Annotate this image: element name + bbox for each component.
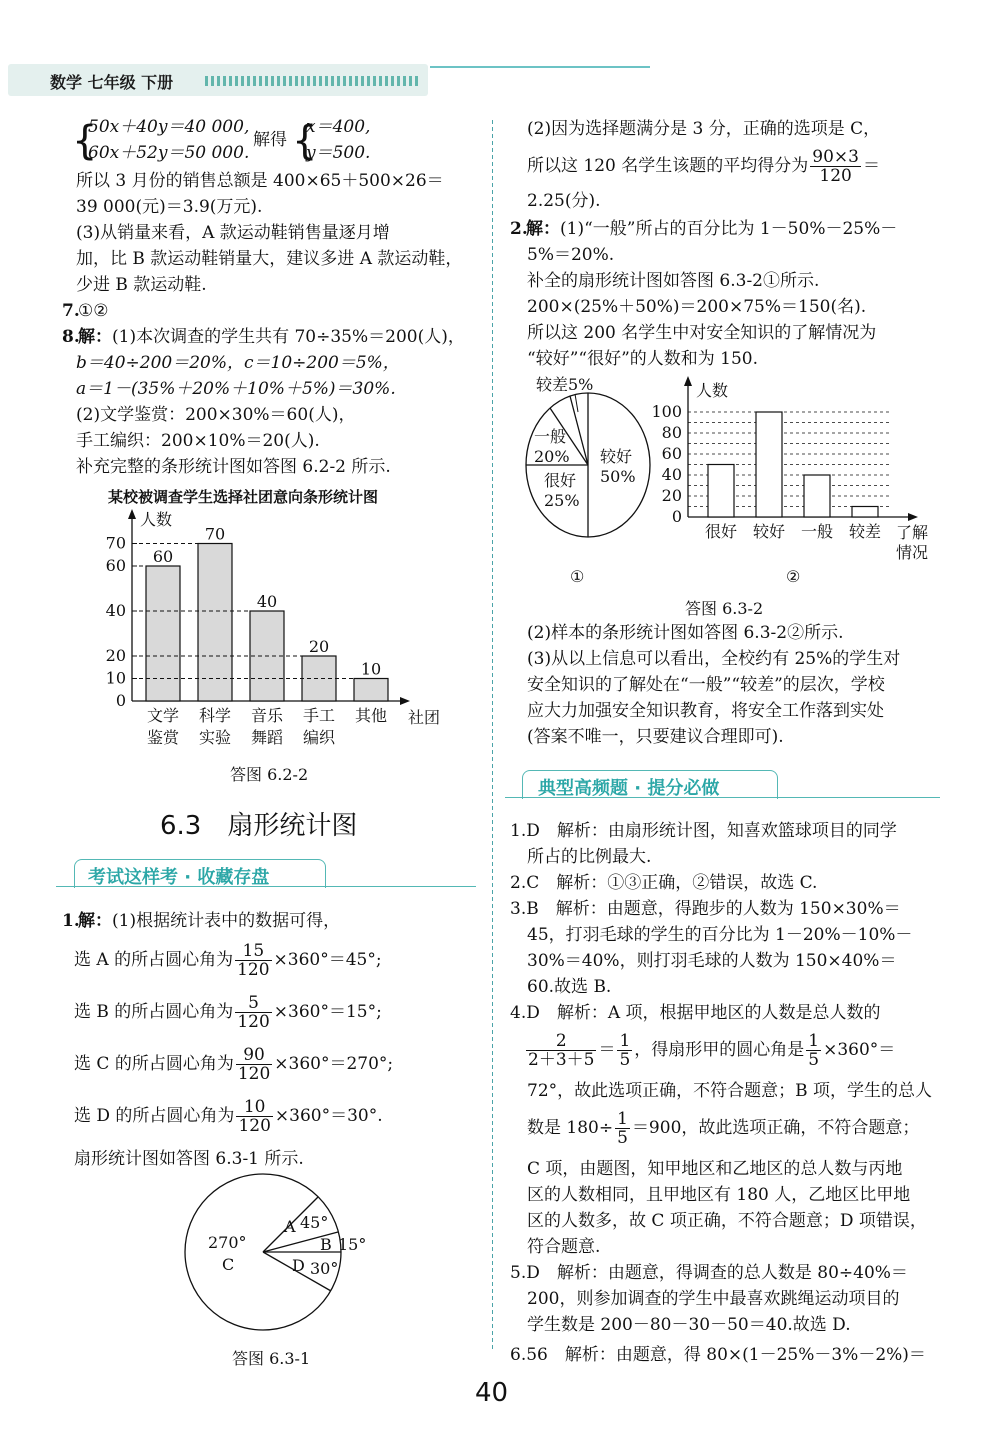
y-axis-label: 人数	[696, 381, 729, 400]
text-line: 应大力加强安全知识教育，将安全工作落到实处	[527, 701, 884, 721]
x-tick-label: 编织	[302, 728, 336, 747]
column-divider	[492, 120, 493, 1350]
x-tick-label: 手工	[302, 706, 336, 725]
calc-suffix: ＝	[862, 156, 880, 176]
text-line: (1)根据统计表中的数据可得，	[112, 911, 341, 931]
x-tick-label: 实验	[198, 728, 232, 747]
answer-line: 4.D 解析：A 项，根据甲地区的人数是总人数的	[510, 1003, 881, 1023]
answer-line: 2.C 解析：①③正确，②错误，故选 C.	[510, 873, 818, 893]
solution-label: 解：	[526, 219, 560, 239]
x-axis-arrow	[908, 513, 918, 521]
x-tick-label: 舞蹈	[250, 728, 284, 747]
x-tick-label: 其他	[354, 706, 388, 725]
header-title: 数学 七年级 下册	[50, 73, 174, 92]
figure-marker: ①	[570, 567, 585, 586]
text-line: 5%＝20%.	[527, 245, 615, 265]
y-tick-label: 80	[661, 423, 682, 442]
bar	[756, 412, 782, 517]
text-line: 安全知识的了解处在“一般”“较差”的层次，学校	[527, 675, 885, 695]
solution-label: 解：	[78, 327, 112, 347]
answer-line: 72°，故此选项正确，不符合题意；B 项，学生的总人	[527, 1081, 933, 1101]
calc-prefix: 所以这 120 名学生该题的平均得分为	[527, 156, 809, 176]
answer-line: 3.B 解析：由题意，得跑步的人数为 150×30%＝	[510, 899, 901, 919]
x-tick-label: 科学	[198, 706, 232, 725]
fraction: $\frac{1}{5}$	[617, 1109, 628, 1148]
system-brace: {	[72, 118, 98, 164]
figure-caption: 答图 6.3-2	[685, 599, 764, 618]
answer-line: 5.D 解析：由题意，得调查的总人数是 80÷40%＝	[510, 1263, 908, 1283]
bar	[354, 679, 388, 702]
x-axis-label: 社团	[408, 708, 441, 727]
text-line: 所以 3 月份的销售总额是 400×65＋500×26＝	[76, 171, 444, 191]
y-tick-label: 40	[661, 465, 682, 484]
y-tick-label: 10	[105, 668, 126, 688]
pie-label: D	[292, 1256, 305, 1275]
answer-line: 区的人数相同，且甲地区有 180 人，乙地区比甲地	[527, 1185, 911, 1205]
x-tick-label: 文学	[146, 706, 180, 725]
y-tick-label: 70	[105, 533, 126, 553]
calc-prefix: 选 B 的所占圆心角为	[74, 1002, 234, 1022]
fraction: $\frac{90}{120}$	[237, 1045, 271, 1084]
bar	[804, 475, 830, 517]
pie-label: 20%	[534, 447, 570, 466]
answer-line: 60.故选 B.	[527, 977, 612, 997]
solution-brace: {	[292, 118, 318, 164]
question-number: 8.	[62, 327, 80, 347]
answer-line: 45，打羽毛球的学生的百分比为 1－20%－10%－	[527, 925, 913, 945]
figure-caption: 答图 6.2-2	[230, 765, 309, 784]
fraction: $\frac{1}{5}$	[808, 1031, 820, 1070]
x-tick-label: 音乐	[250, 706, 284, 725]
calc-suffix: ×360°＝15°;	[273, 1002, 382, 1022]
pie-label: 45°	[300, 1213, 329, 1232]
solve-label: 解得	[253, 130, 287, 150]
bar-chart-title: 某校被调查学生选择社团意向条形统计图	[108, 488, 379, 506]
bar-value-label: 10	[360, 659, 382, 679]
text-line: (2)样本的条形统计图如答图 6.3-2②所示.	[527, 623, 844, 643]
x-axis-label: 了解	[896, 523, 929, 542]
text-line: (2)文学鉴赏：200×30%＝60(人)，	[76, 405, 356, 425]
pie-label: 一般	[534, 427, 567, 446]
text-line: (3)从销量来看，A 款运动鞋销售量逐月增	[76, 223, 390, 243]
average-calc	[527, 146, 880, 186]
bar-chart-2	[650, 372, 950, 592]
answer-line: 符合题意.	[527, 1237, 601, 1257]
calc-prefix: 选 C 的所占圆心角为	[74, 1054, 234, 1074]
pie-label: A	[284, 1217, 296, 1236]
bar-value-label: 40	[256, 592, 278, 611]
pie-label: 很好	[544, 471, 577, 490]
header-dots	[205, 76, 420, 86]
y-tick-label: 0	[115, 691, 126, 710]
angle-calc-c	[74, 1044, 393, 1084]
bar-value-label: 20	[308, 637, 330, 656]
question-number: 2.	[510, 219, 528, 239]
calc-prefix: 选 A 的所占圆心角为	[74, 950, 234, 970]
y-tick-label: 20	[661, 486, 682, 505]
text-line: b＝40÷200＝20%，c＝10÷200＝5%，	[76, 353, 400, 373]
fraction: $\frac{15}{120}$	[237, 941, 270, 980]
answer-line: 1.D 解析：由扇形统计图，知喜欢篮球项目的同学	[510, 821, 897, 841]
text-line: (答案不唯一，只要建议合理即可).	[527, 727, 784, 747]
y-axis-arrow	[128, 509, 136, 519]
calc-suffix: ×360°＝270°;	[274, 1054, 394, 1074]
bar-value-label: 60	[152, 547, 174, 566]
answer-line: 200，则参加调查的学生中最喜欢跳绳运动项目的	[527, 1289, 900, 1309]
question-number: 1.	[62, 911, 80, 931]
y-axis-label: 人数	[140, 510, 173, 529]
pie-label: 270°	[208, 1233, 247, 1252]
x-tick-label: 较差	[848, 522, 882, 541]
pie-label: 15°	[338, 1235, 367, 1254]
text-line: 39 000(元)＝3.9(万元).	[76, 197, 263, 217]
figure-caption: 答图 6.3-1	[232, 1349, 311, 1368]
text-line: 200×(25%＋50%)＝200×75%＝150(名).	[527, 297, 867, 317]
text-line: 少进 B 款运动鞋.	[76, 275, 207, 295]
pie-label: 较差5%	[536, 375, 594, 394]
solution-1: x＝400,	[306, 117, 371, 137]
text-line: 2.25(分).	[527, 191, 601, 211]
text-line: (3)从以上信息可以看出，全校约有 25%的学生对	[527, 649, 901, 669]
page-number: 40	[475, 1378, 509, 1408]
solution-label: 解：	[78, 911, 112, 931]
question-number: 7.	[62, 301, 80, 321]
calc-prefix: 选 D 的所占圆心角为	[74, 1106, 235, 1126]
solution-2: y＝500.	[306, 143, 371, 163]
header-rule	[430, 66, 650, 68]
text-line: 补全的扇形统计图如答图 6.3-2①所示.	[527, 271, 820, 291]
bar	[852, 507, 878, 518]
text-line: 加，比 B 款运动鞋销量大，建议多进 A 款运动鞋，	[76, 249, 463, 269]
pie-chart-1	[180, 1170, 367, 1340]
x-axis-label: 情况	[896, 543, 929, 562]
angle-calc-a	[74, 940, 382, 980]
x-tick-label: 较好	[752, 522, 786, 541]
equation-1: 50x＋40y＝40 000,	[88, 117, 250, 137]
y-tick-label: 40	[105, 601, 126, 620]
answer-line: 区的人数多，故 C 项正确，不符合题意；D 项错误，	[527, 1211, 927, 1231]
x-axis-arrow	[400, 697, 410, 705]
bar	[708, 465, 734, 518]
pie-label: 25%	[544, 491, 580, 510]
text-line: (2)因为选择题满分是 3 分，正确的选项是 C，	[527, 119, 881, 139]
text-line: 扇形统计图如答图 6.3-1 所示.	[74, 1149, 304, 1169]
pie-label: 30°	[310, 1259, 339, 1278]
calc-suffix: ×360°＝45°;	[273, 950, 382, 970]
y-tick-label: 0	[671, 507, 682, 526]
fraction: $\frac{10}{120}$	[238, 1097, 271, 1136]
pie-label: B	[320, 1235, 332, 1254]
fraction-line: 数是 180÷ $\frac{1}{5}$ ＝900，故此选项正确，不符合题意；	[527, 1109, 920, 1148]
text-line: 补充完整的条形统计图如答图 6.2-2 所示.	[76, 457, 391, 477]
bar-chart-1	[100, 505, 460, 755]
fraction: $\frac{2}{2+3+5}$	[528, 1031, 595, 1070]
calc-suffix: ×360°＝30°.	[274, 1106, 383, 1126]
section-banner: 考试这样考 · 收藏存盘	[88, 867, 270, 888]
equation-2: 60x＋52y＝50 000.	[88, 143, 250, 163]
answer-text: ①②	[78, 301, 109, 321]
pie-label: C	[222, 1255, 235, 1274]
bar	[198, 544, 232, 702]
text-line: (1)本次调查的学生共有 70÷35%＝200(人)，	[112, 327, 465, 347]
pie-label: 50%	[600, 467, 636, 486]
answer-line: C 项，由题图，知甲地区和乙地区的总人数与丙地	[527, 1159, 903, 1179]
y-axis-arrow	[684, 376, 692, 386]
y-tick-label: 20	[105, 646, 126, 665]
text-line: 所以这 200 名学生中对安全知识的了解情况为	[527, 323, 877, 343]
y-tick-label: 60	[661, 444, 682, 463]
pie-chart-2	[520, 372, 660, 592]
text-line: “较好”“很好”的人数和为 150.	[527, 349, 759, 369]
angle-calc-d	[74, 1096, 383, 1136]
bar-value-label: 70	[204, 524, 226, 544]
text-line: a＝1－(35%＋20%＋10%＋5%)＝30%.	[76, 379, 396, 399]
x-tick-label: 一般	[800, 522, 834, 541]
y-tick-label: 60	[105, 556, 126, 575]
x-tick-label: 鉴赏	[146, 728, 180, 747]
bar	[146, 566, 180, 701]
text-line: (1)“一般”所占的百分比为 1－50%－25%－	[560, 219, 898, 239]
angle-calc-b	[74, 992, 382, 1032]
answer-line: 学生数是 200－80－30－50＝40.故选 D.	[527, 1315, 851, 1335]
figure-marker: ②	[786, 567, 801, 586]
y-tick-label: 100	[651, 402, 682, 421]
fraction: $\frac{5}{120}$	[237, 993, 270, 1032]
section-banner: 典型高频题 · 提分必做	[538, 778, 720, 799]
answer-line: 6.56 解析：由题意，得 80×(1－25%－3%－2%)＝	[510, 1345, 926, 1365]
fraction-line: $\frac{2}{2+3+5}$ ＝ $\frac{1}{5}$ ，得扇形甲的圆心角是 $\frac{1}{5}$ ×360°＝	[528, 1031, 896, 1070]
fraction: $\frac{90\times 3}{120}$	[812, 147, 859, 186]
text-line: 手工编织：200×10%＝20(人).	[76, 431, 320, 451]
fraction: $\frac{1}{5}$	[619, 1031, 631, 1070]
answer-line: 所占的比例最大.	[527, 847, 652, 867]
x-tick-label: 很好	[704, 522, 738, 541]
section-title: 6.3 扇形统计图	[160, 811, 358, 841]
answer-line: 30%＝40%，则打羽毛球的人数为 150×40%＝	[527, 951, 897, 971]
pie-label: 较好	[600, 447, 633, 466]
